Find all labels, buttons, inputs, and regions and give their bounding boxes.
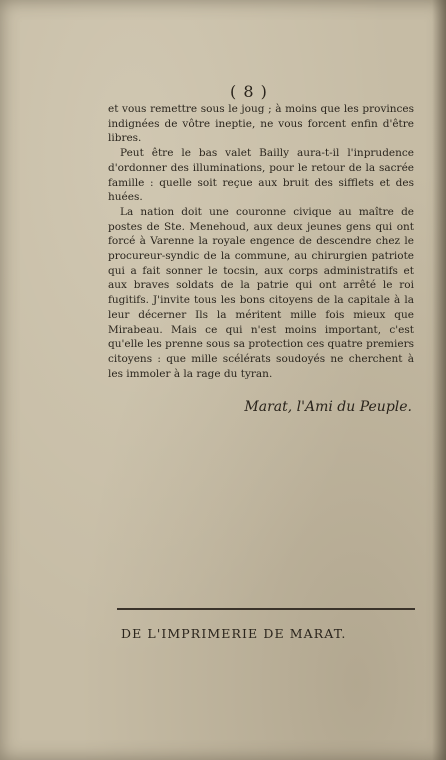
paragraph-1: et vous remettre sous le joug ; à moins que les provinces indignées de vôtre ineptie, ne vous forcent enfin d'être libres. bbox=[108, 103, 414, 145]
paragraph-2: Peut être le bas valet Bailly aura-t-il l'inprudence d'ordonner des illuminations, pour le retour de la sacrée famille : quelle soit reçue aux bruit des sifflets et des huées. bbox=[108, 147, 414, 204]
signature: Marat, l'Ami du Peuple. bbox=[244, 399, 412, 415]
page-number: ( 8 ) bbox=[230, 82, 268, 101]
imprint-line: DE L'IMPRIMERIE DE MARAT. bbox=[121, 626, 347, 641]
body-text bbox=[108, 102, 414, 381]
divider-rule bbox=[117, 608, 415, 610]
paragraph-3: La nation doit une couronne civique au maître de postes de Ste. Menehoud, aux deux jeunes gens qui ont forcé à Varenne la royale engence de descendre chez le procureur-syndic de la commune, au chirurgien patriote qui a fait sonner le tocsin, aux corps administratifs et aux braves soldats de la patrie qui ont arrêté le roi fugitifs. J'invite tous les bons citoyens de la capitale à la leur décerner Ils la méritent mille fois mieux que Mirabeau. Mais ce qui n'est moins important, c'est qu'elle les prenne sous sa protection ces quatre premiers citoyens : que mille scélérats soudoyés ne cherchent à les immoler à la rage du tyran. bbox=[108, 205, 414, 380]
page-gutter-shadow bbox=[432, 0, 446, 760]
